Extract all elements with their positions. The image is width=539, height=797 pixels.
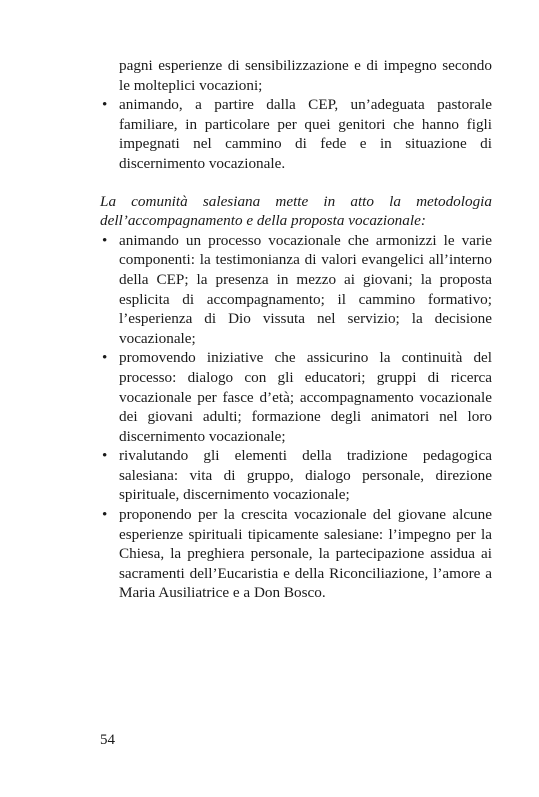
list-item-text: animando, a partire dalla CEP, un’adeguata pastorale familiare, in particolare per quei genitori che hanno figli impegnati nel cammino di fede e in situazione di discernimento vocazionale. [119, 96, 492, 172]
list-item-text: promovendo iniziative che assicurino la continuità del processo: dialogo con gli educatori; gruppi di ricerca vocazionale per fasce d’età; accompagnamento vocazionale dei giovani adulti; formazione degli animatori nel loro discernimento vocazionale; [119, 349, 492, 445]
list-item-text: proponendo per la crescita vocazionale del giovane alcune esperienze spirituali tipicamente salesiane: l’impegno per la Chiesa, la preghiera personale, la partecipazione assidua ai sacramenti dell’Eucaristia e della Riconciliazione, l’amore a Maria Ausiliatrice e a Don Bosco. [119, 506, 492, 602]
list-item [100, 505, 492, 603]
list-item-text: animando un processo vocazionale che armonizzi le varie componenti: la testimonianza di valori evangelici all’interno della CEP; la presenza in mezzo ai giovani; la proposta esplicita di accompagnamento; il cammino formativo; l’esperienza di Dio vissuta nel servizio; la decisione vocazionale; [119, 231, 492, 347]
list-item [100, 446, 492, 505]
bullet-marker: • [102, 506, 108, 524]
bullet-marker: • [102, 231, 108, 249]
continuation-paragraph: pagni esperienze di sensibilizzazione e di impegno secondo le molteplici vocazioni; [119, 57, 492, 94]
second-bullet-list [100, 231, 492, 603]
first-bullet-list [100, 95, 492, 173]
body-text [100, 56, 492, 603]
bullet-marker: • [102, 96, 108, 114]
section-intro: La comunità salesiana mette in atto la metodologia dell’accompagnamento e della proposta vocazionale: [100, 192, 492, 230]
list-item [100, 95, 492, 173]
list-item-text: rivalutando gli elementi della tradizione pedagogica salesiana: vita di gruppo, dialogo personale, direzione spirituale, discernimento vocazionale; [119, 447, 492, 504]
list-item [100, 231, 492, 349]
bullet-marker: • [102, 349, 108, 367]
page-number: 54 [100, 732, 115, 748]
list-item [100, 348, 492, 446]
bullet-marker: • [102, 447, 108, 465]
